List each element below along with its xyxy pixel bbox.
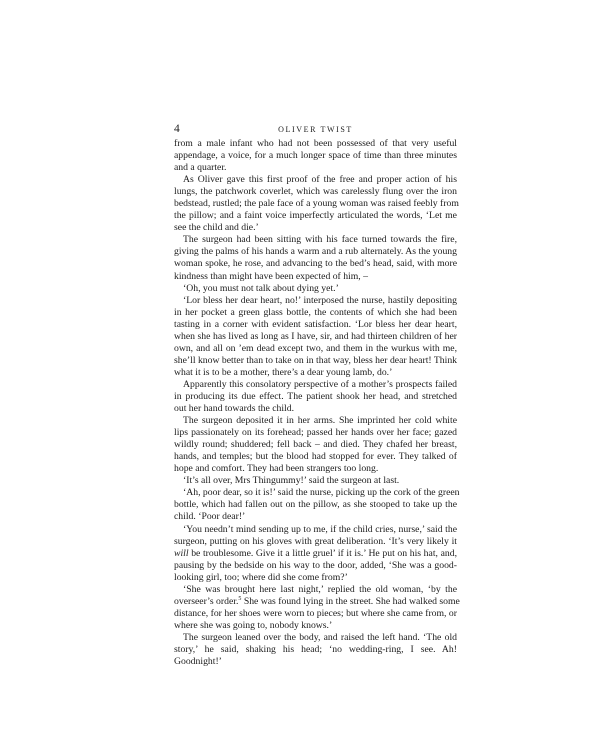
text-line: in producing its due effect. The patient shook her head, and stretched: [174, 390, 457, 402]
text-line: in her pocket a green glass bottle, the contents of which she had been: [174, 306, 457, 318]
text-line: out her hand towards the child.: [174, 403, 294, 415]
text-line: tasting in a corner with evident satisfaction. ‘Lor bless her dear heart,: [174, 318, 457, 330]
text-line: surgeon, putting on his gloves with great deliberation. ‘It’s very likely it: [174, 535, 457, 547]
text-line: from a male infant who had not been possessed of that very useful: [174, 138, 457, 149]
text-line: ‘It’s all over, Mrs Thingummy!’ said the surgeon at last.: [183, 475, 400, 487]
footnote-marker: 5: [238, 595, 242, 602]
text-line: bottle, which had fallen out on the pillow, as she stooped to take up the: [174, 499, 457, 511]
text-line: looking girl, too; where did she come from?’: [174, 571, 348, 583]
text-line: where she was going to, nobody knows.’: [174, 619, 333, 631]
text-line: ‘Ah, poor dear, so it is!’ said the nurse, picking up the cork of the green: [183, 487, 460, 499]
text-line: Apparently this consolatory perspective of a mother’s prospects failed: [183, 378, 457, 390]
text-line: bedstead, rustled; the pale face of a young woman was raised feebly from: [174, 198, 459, 210]
text-line: the pillow; and a faint voice imperfectly articulated the words, ‘Let me: [174, 210, 457, 222]
text-line: pausing by the bedside on his way to the door, added, ‘She was a good-: [174, 559, 457, 571]
text-line: what it is to be a mother, there’s a dear young lamb, do.’: [174, 366, 393, 378]
text-line: The surgeon leaned over the body, and raised the left hand. ‘The old: [183, 631, 457, 643]
text-line: giving the palms of his hands a warm and a rub alternately. As the young: [174, 246, 457, 258]
text-line: The surgeon deposited it in her arms. She imprinted her cold white: [183, 415, 457, 427]
text-line: hope and comfort. They had been strangers too long.: [174, 463, 379, 475]
text-line: hands, and temples; but the blood had stopped for ever. They talked of: [174, 451, 457, 463]
text-line: and a quarter.: [174, 162, 227, 174]
text-segment: She was found lying in the street. She had walked some: [241, 595, 460, 607]
text-line: As Oliver gave this first proof of the free and proper action of his: [183, 174, 457, 186]
page-number: 4: [174, 123, 180, 135]
text-line: ‘You needn’t mind sending up to me, if the child cries, nurse,’ said the: [183, 523, 457, 535]
text-line: wildly round; shuddered; fell back – and died. They chafed her breast,: [174, 439, 457, 451]
text-segment: overseer’s order.: [174, 595, 239, 607]
text-line: appendage, a voice, for a much longer space of time than three minutes: [174, 150, 457, 162]
text-segment: be troublesome. Give it a little gruel’ if it is.’ He put on his hat, and,: [188, 547, 457, 559]
italic-word: will: [174, 547, 189, 559]
text-line: child. ‘Poor dear!’: [174, 511, 246, 523]
text-line: ‘She was brought here last night,’ replied the old woman, ‘by the: [183, 583, 457, 595]
text-line: story,’ he said, shaking his head; ‘no wedding-ring, I see. Ah!: [174, 643, 457, 655]
running-head: [174, 123, 457, 135]
text-line: lips passionately on its forehead; passed her hands over her face; gazed: [174, 427, 457, 439]
text-line: lungs, the patchwork coverlet, which was carelessly flung over the iron: [174, 186, 457, 198]
text-line: own, and all on ’em dead except two, and them in the wurkus with me,: [174, 342, 457, 354]
text-line: woman spoke, he rose, and advancing to the bed’s head, said, with more: [174, 258, 457, 270]
text-line: distance, for her shoes were worn to pieces; but where she came from, or: [174, 607, 457, 619]
text-line: see the child and die.’: [174, 222, 259, 234]
text-line: when she has lived as long as I have, sir, and had thirteen children of her: [174, 330, 457, 342]
text-line: ‘Oh, you must not talk about dying yet.’: [183, 282, 339, 294]
text-line: ‘Lor bless her dear heart, no!’ interposed the nurse, hastily depositing: [183, 294, 457, 306]
text-line: [174, 548, 457, 560]
text-line: [174, 595, 460, 608]
text-line: kindness than might have been expected of him, –: [174, 270, 368, 282]
text-line: The surgeon had been sitting with his face turned towards the fire,: [183, 234, 457, 246]
body-text: [174, 138, 460, 668]
text-line: she’ll know better than to take on in that way, bless her dear heart! Think: [174, 354, 458, 366]
book-title: OLIVER TWIST: [278, 125, 353, 134]
text-line: Goodnight!’: [174, 656, 222, 668]
